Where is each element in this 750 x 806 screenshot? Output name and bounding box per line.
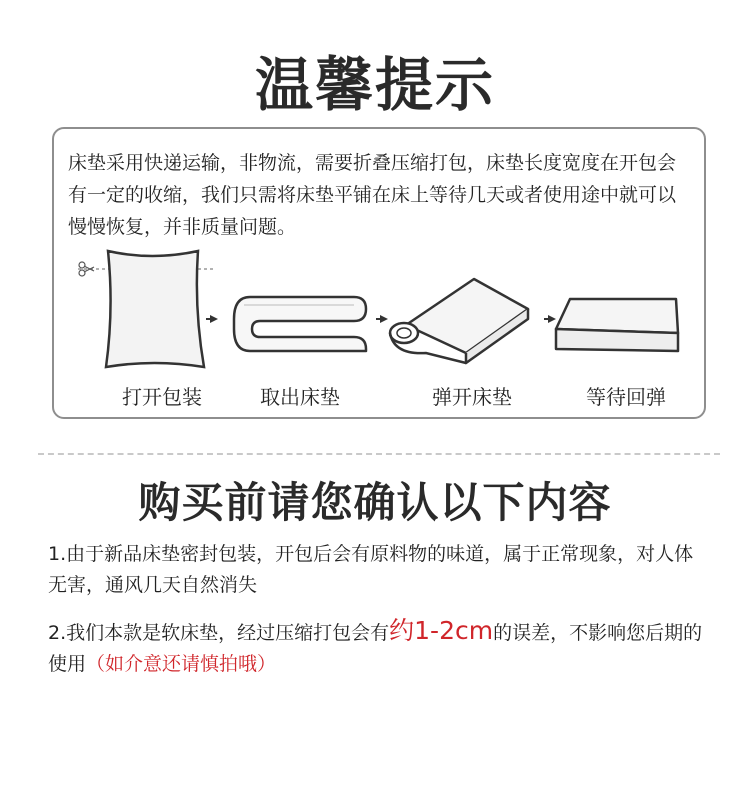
notice-text: 床垫采用快递运输，非物流，需要折叠压缩打包，床垫长度宽度在开包会有一定的收缩，我们只需将床垫平铺在床上等待几天或者使用途中就可以慢慢恢复，并非质量问题。: [68, 152, 677, 238]
steps-illustration: [54, 129, 708, 421]
caution-note: （如介意还请慎拍哦）: [86, 653, 277, 675]
flat-mattress-icon: [556, 299, 678, 351]
step-label-wait: 等待回弹: [586, 385, 666, 409]
item2-text-start: 2.我们本款是软床垫，经过压缩打包会有: [48, 622, 390, 644]
rolled-mattress-icon: [390, 279, 528, 363]
page-title: 温馨提示: [254, 51, 495, 119]
folded-mattress-icon: [234, 297, 366, 351]
step-label-unfold: 弹开床垫: [432, 385, 512, 409]
tolerance-highlight: 约1-2cm: [389, 616, 494, 645]
package-icon: [78, 251, 214, 367]
step-label-take-out: 取出床垫: [260, 385, 340, 409]
confirm-item-2: [48, 615, 708, 680]
step-label-open: 打开包装: [122, 385, 202, 409]
confirm-item-1: 1.由于新品床垫密封包装，开包后会有原料物的味道，属于正常现象，对人体无害，通风几天自然消失: [48, 543, 694, 596]
notice-box: [52, 127, 706, 419]
confirm-title: 购买前请您确认以下内容: [138, 478, 612, 527]
item2-text-middle: 的误差，不影响您后期的使用: [48, 622, 703, 675]
dashed-divider: [38, 453, 720, 455]
